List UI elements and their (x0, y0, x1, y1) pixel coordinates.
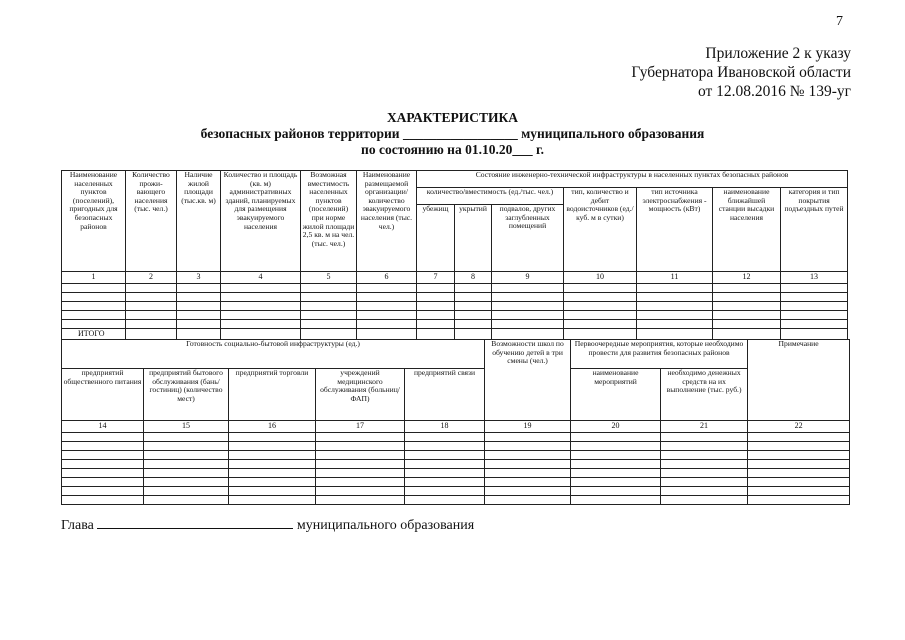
column-number: 14 (62, 421, 144, 433)
header-covers: укрытий (455, 205, 492, 272)
header-water: тип, количество и дебит водоисточников (ед./куб. м в сутки) (564, 188, 637, 272)
table-row (62, 496, 850, 505)
signature-prefix: Глава (61, 518, 94, 533)
header-roads: категория и тип покрытия подъездных путей (781, 188, 848, 272)
title-line-3: по состоянию на 01.10.20___ г. (361, 142, 544, 157)
header-power: тип источника электроснабжения - мощность (кВт) (637, 188, 713, 272)
header-notes: Примечание (748, 340, 850, 421)
header-household: предприятий бытового обслуживания (бань/гостиниц) (количество мест) (144, 369, 229, 421)
header-medical: учреждений медицинского обслуживания (больниц/ФАП) (316, 369, 405, 421)
column-number: 22 (748, 421, 850, 433)
column-number: 9 (492, 272, 564, 284)
appendix-line-1: Приложение 2 к указу (705, 45, 851, 62)
column-number: 16 (229, 421, 316, 433)
column-number: 5 (301, 272, 357, 284)
table-row (62, 460, 850, 469)
appendix-line-2: Губернатора Ивановской области (631, 64, 851, 81)
header-funds: необходимо денежных средств на их выполнение (тыс. руб.) (661, 369, 748, 421)
column-number: 13 (781, 272, 848, 284)
table-row (62, 442, 850, 451)
column-number: 19 (485, 421, 571, 433)
header-social-infrastructure: Готовность социально-бытовой инфраструктуры (ед.) (62, 340, 485, 369)
settlements-table (61, 170, 848, 340)
header-shelters: убежищ (417, 205, 455, 272)
header-living-area: Наличие жилой площади (тыс.кв. м) (177, 171, 221, 272)
document-title (0, 110, 905, 158)
header-schools: Возможности школ по обучению детей в три смены (чел.) (485, 340, 571, 421)
header-organization: Наименование размещаемой организации/ количество эвакуируемого населения (тыс. чел.) (357, 171, 417, 272)
table-row (62, 469, 850, 478)
column-number: 21 (661, 421, 748, 433)
column-number: 1 (62, 272, 126, 284)
header-admin-buildings: Количество и площадь (кв. м) административных зданий, планируемых для размещения эвакуируемого населения (221, 171, 301, 272)
title-main: ХАРАКТЕРИСТИКА (386, 110, 519, 125)
column-number: 17 (316, 421, 405, 433)
header-basements: подвалов, других заглубленных помещений (492, 205, 564, 272)
header-stations: наименование ближайшей станции высадки населения (713, 188, 781, 272)
signature-line (61, 518, 474, 534)
column-number: 6 (357, 272, 417, 284)
total-label: ИТОГО (62, 329, 126, 340)
appendix-note (631, 44, 851, 101)
column-number: 12 (713, 272, 781, 284)
header-infrastructure: Состояние инженерно-технической инфраструктуры в населенных пунктах безопасных районов (417, 171, 848, 188)
signature-blank[interactable] (97, 528, 293, 529)
column-number: 7 (417, 272, 455, 284)
table-row (62, 320, 848, 329)
table-row (62, 451, 850, 460)
column-number: 8 (455, 272, 492, 284)
table-row (62, 311, 848, 320)
header-capacity-shelters: количество/вместимость (ед./тыс. чел.) (417, 188, 564, 205)
header-communication: предприятий связи (405, 369, 485, 421)
header-trade: предприятий торговли (229, 369, 316, 421)
header-capacity: Возможная вместимость населенных пунктов (поселений) при норме жилой площади 2,5 кв. м на чел. (тыс. чел.) (301, 171, 357, 272)
total-row (62, 329, 848, 340)
table-row (62, 293, 848, 302)
infrastructure-table (61, 339, 850, 505)
column-number: 10 (564, 272, 637, 284)
table-row (62, 284, 848, 293)
column-number: 11 (637, 272, 713, 284)
header-population: Количество прожи-вающего населения (тыс. чел.) (126, 171, 177, 272)
column-number: 3 (177, 272, 221, 284)
column-number: 20 (571, 421, 661, 433)
header-catering: предприятий общественного питания (62, 369, 144, 421)
header-measure-name: наименование мероприятий (571, 369, 661, 421)
title-line-2: безопасных районов территории _________________ муниципального образования (200, 126, 705, 141)
table-row (62, 433, 850, 442)
signature-suffix: муниципального образования (296, 518, 475, 533)
page-number: 7 (836, 14, 843, 29)
table-row (62, 478, 850, 487)
column-number: 18 (405, 421, 485, 433)
header-settlements: Наименование населенных пунктов (поселений), пригодных для безопасных районов (62, 171, 126, 272)
table-row (62, 302, 848, 311)
table-row (62, 487, 850, 496)
column-number: 4 (221, 272, 301, 284)
header-priority-measures: Первоочередные мероприятия, которые необходимо провести для развития безопасных районов (571, 340, 748, 369)
appendix-line-3: от 12.08.2016 № 139-уг (697, 83, 851, 100)
column-number: 2 (126, 272, 177, 284)
column-number: 15 (144, 421, 229, 433)
